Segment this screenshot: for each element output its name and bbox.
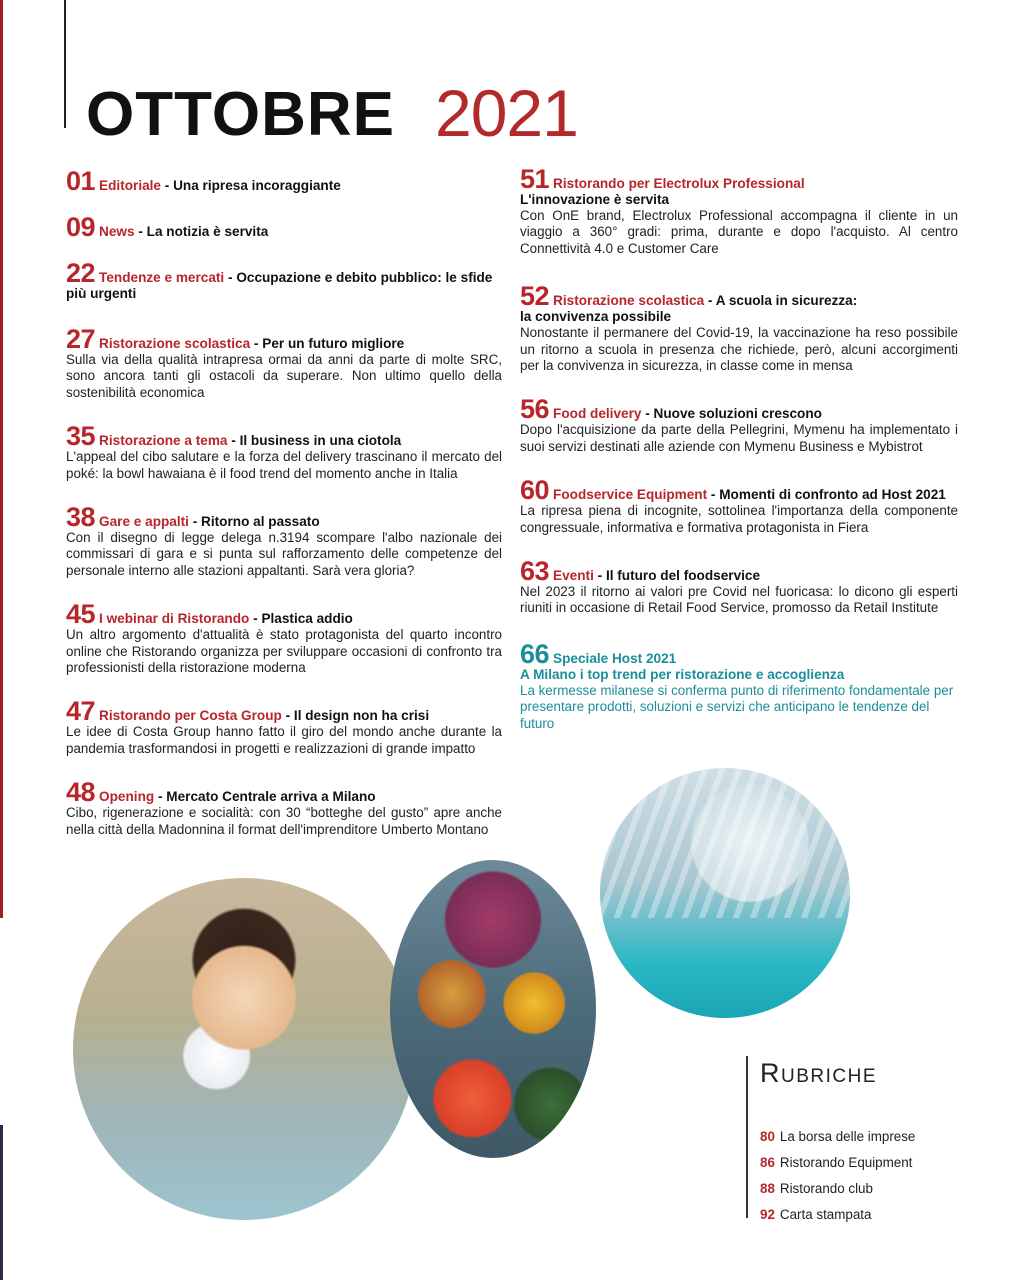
entry-description: Le idee di Costa Group hanno fatto il giro del mondo anche durante la pandemia trasformandosi in progetti e realizzazioni di grande impatto [66, 724, 502, 756]
section-name: I webinar di Ristorando [99, 611, 250, 627]
section-name: Editoriale [99, 178, 161, 193]
separator: - [161, 178, 174, 193]
section-name: Ristorazione scolastica [99, 336, 251, 351]
masthead [86, 66, 578, 150]
entry-title: Il design non ha crisi [293, 708, 430, 724]
toc-entry[interactable] [66, 779, 502, 838]
rubriche-title: Rubriche [760, 1058, 878, 1088]
rubriche-label: Ristorando Equipment [779, 1155, 913, 1170]
toc-entry[interactable] [520, 396, 958, 455]
rubriche-item[interactable] [760, 1150, 915, 1176]
rubriche-item[interactable] [760, 1202, 915, 1228]
section-name: Foodservice Equipment [553, 487, 708, 503]
rubriche-rule [746, 1056, 748, 1218]
entry-subtitle: A Milano i top trend per ristorazione e accoglienza [520, 666, 845, 682]
toc-entry[interactable] [66, 260, 502, 302]
section-name: Ristorazione a tema [99, 433, 228, 449]
entry-title: Il business in una ciotola [239, 433, 402, 449]
rubriche-page: 86 [760, 1155, 775, 1170]
entry-title: Una ripresa incoraggiante [173, 178, 341, 193]
page-number: 48 [66, 777, 96, 808]
page-number: 45 [66, 599, 96, 630]
exhibition-hall-photo [600, 768, 850, 1018]
entry-description: Nonostante il permanere del Covid-19, la vaccinazione ha reso possibile un ritorno a scuola in presenza che richiede, però, alcuni accorgimenti per la convivenza in sicurezza, in classe come in mensa [520, 325, 958, 374]
entry-title: Mercato Centrale arriva a Milano [166, 789, 376, 805]
separator: - [188, 514, 202, 530]
page-number: 27 [66, 324, 96, 354]
toc-entry[interactable] [66, 698, 502, 757]
entry-title: Per un futuro migliore [262, 336, 405, 351]
page-number: 56 [520, 394, 550, 425]
section-name: Eventi [553, 568, 594, 584]
entry-title: Plastica addio [261, 611, 353, 627]
contents-right-column [520, 166, 958, 748]
page-number: 63 [520, 556, 550, 587]
toc-entry[interactable] [520, 166, 958, 257]
rubriche-page: 80 [760, 1129, 775, 1144]
separator: - [249, 611, 262, 627]
entry-description: Dopo l'acquisizione da parte della Pellegrini, Mymenu ha implementato i suoi servizi destinati alle aziende con Mymenu Business e Mybistrot [520, 422, 958, 454]
toc-entry-special[interactable] [520, 638, 958, 732]
page-number: 47 [66, 696, 96, 727]
separator: - [704, 293, 716, 309]
page-number: 51 [520, 164, 550, 194]
rubriche-label: Carta stampata [779, 1207, 872, 1222]
child-with-mask-photo [73, 878, 415, 1220]
separator: - [281, 708, 294, 724]
entry-description: Con OnE brand, Electrolux Professional accompagna il cliente in un viaggio a 360° gradi: prima, durante e dopo l'acquisto. Al centro Connettività 4.0 e Customer Care [520, 208, 958, 256]
page-edge-dark [0, 1125, 3, 1280]
section-name: Speciale Host 2021 [553, 650, 677, 666]
toc-entry[interactable] [66, 601, 502, 676]
rubriche-item[interactable] [760, 1124, 915, 1150]
section-name: Tendenze e mercati [99, 270, 225, 285]
entry-title: Occupazione e debito pubblico: le sfide più urgenti [66, 270, 493, 301]
section-name: Gare e appalti [99, 514, 189, 530]
toc-entry[interactable] [66, 168, 502, 194]
issue-year: 2021 [434, 76, 578, 150]
entry-description: Cibo, rigenerazione e socialità: con 30 “botteghe del gusto” apre anche nella città della Madonnina il format dell'imprenditore Umberto Montano [66, 805, 502, 837]
entry-subtitle: la convivenza possibile [520, 309, 672, 325]
toc-entry[interactable] [66, 504, 502, 579]
entry-description: Sulla via della qualità intrapresa ormai da anni da parte di molte SRC, sono ancora tanti gli ostacoli da superare. Non ultimo quello della sostenibilità economica [66, 352, 502, 400]
page-number: 66 [520, 638, 550, 669]
page-number: 09 [66, 212, 96, 242]
entry-title: La notizia è servita [146, 224, 269, 239]
page-number: 38 [66, 502, 96, 533]
entry-description: Un altro argomento d'attualità è stato protagonista del quarto incontro online che Ristorando organizza per sviluppare occasioni di confronto tra professionisti della ristorazione moderna [66, 627, 502, 676]
section-name: Ristorazione scolastica [553, 293, 705, 309]
rubriche-list [760, 1124, 915, 1228]
entry-title: Il futuro del foodservice [605, 568, 761, 584]
toc-entry[interactable] [66, 326, 502, 401]
entry-description: La ripresa piena di incognite, sottolinea l'importanza della componente congressuale, informativa e formativa protagonista in Fiera [520, 503, 958, 535]
separator: - [250, 336, 263, 351]
page-number: 35 [66, 421, 96, 452]
section-name: Food delivery [553, 406, 642, 422]
contents-left-column [66, 168, 502, 854]
toc-entry[interactable] [66, 423, 502, 482]
rubriche-label: La borsa delle imprese [779, 1129, 916, 1144]
section-name: Ristorando per Electrolux Professional [553, 176, 805, 191]
separator: - [134, 224, 147, 239]
rubriche-page: 88 [760, 1181, 775, 1196]
section-name: Opening [99, 789, 155, 805]
entry-title: Ritorno al passato [201, 514, 320, 530]
separator: - [707, 487, 720, 503]
page-edge-red [0, 0, 3, 918]
top-vertical-rule [64, 0, 66, 128]
page-number: 01 [66, 166, 96, 196]
page-number: 52 [520, 281, 550, 312]
entry-description: Con il disegno di legge delega n.3194 scompare l'albo nazionale dei commissari di gara e si punta sul rafforzamento delle competenze del personale interno alle stazioni appaltanti. Sarà vera gloria? [66, 530, 502, 578]
separator: - [593, 568, 606, 584]
poke-bowls-photo [390, 860, 596, 1158]
page-number: 60 [520, 475, 550, 506]
section-name: News [99, 224, 135, 239]
separator: - [224, 270, 237, 285]
entry-description: L'appeal del cibo salutare e la forza del delivery trascinano il mercato del poké: la bowl hawaiana è il food trend del momento anche in Italia [66, 449, 502, 481]
separator: - [154, 789, 167, 805]
separator: - [227, 433, 240, 449]
entry-title: A scuola in sicurezza: [715, 293, 858, 309]
page-number: 22 [66, 258, 96, 288]
entry-title: Nuove soluzioni crescono [653, 406, 822, 422]
rubriche-page: 92 [760, 1207, 775, 1222]
toc-entry[interactable] [66, 214, 502, 240]
rubriche-label: Ristorando club [779, 1181, 873, 1196]
entry-subtitle: L'innovazione è servita [520, 192, 670, 207]
issue-month: OTTOBRE [86, 80, 395, 149]
section-name: Ristorando per Costa Group [99, 708, 282, 724]
entry-description: Nel 2023 il ritorno ai valori pre Covid nel fuoricasa: lo dicono gli esperti riuniti in occasione di Retail Food Service, promosso da Retail Institute [520, 584, 958, 616]
toc-entry[interactable] [520, 477, 958, 536]
rubriche-item[interactable] [760, 1176, 915, 1202]
separator: - [641, 406, 654, 422]
entry-title: Momenti di confronto ad Host 2021 [719, 487, 946, 503]
toc-entry[interactable] [520, 558, 958, 617]
toc-entry[interactable] [520, 283, 958, 374]
entry-description: La kermesse milanese si conferma punto di riferimento fondamentale per presentare prodotti, soluzioni e servizi che anticipano le tendenze del futuro [520, 682, 954, 731]
